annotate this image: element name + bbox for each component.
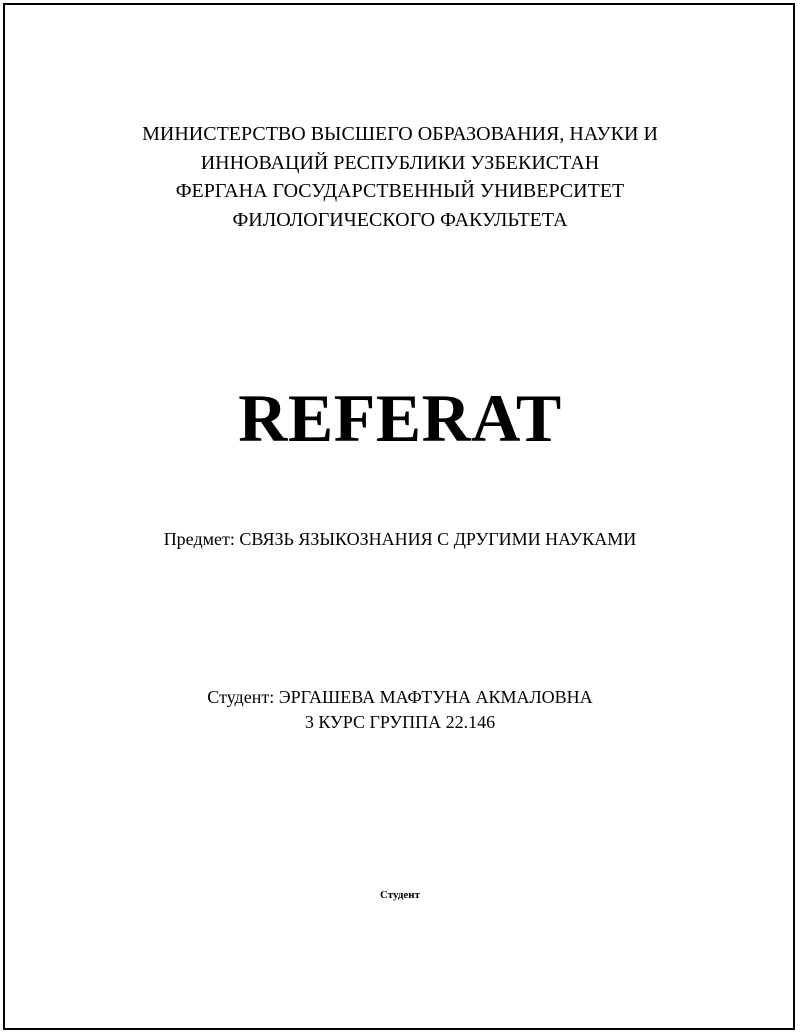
header-line-republic: ИННОВАЦИЙ РЕСПУБЛИКИ УЗБЕКИСТАН [200,151,600,174]
subject-line [0,526,800,552]
header-line-university: ФЕРГАНА ГОСУДАРСТВЕННЫЙ УНИВЕРСИТЕТ [175,180,625,202]
student-info [0,685,800,735]
header-line-ministry: МИНИСТЕРСТВО ВЫСШЕГО ОБРАЗОВАНИЯ, НАУКИ И [142,123,658,145]
student-group: 3 КУРС ГРУППА 22.146 [304,712,496,732]
document-title: REFERAT [238,380,562,456]
subject-label: Предмет: [163,529,235,549]
header-line-faculty: ФИЛОЛОГИЧЕСКОГО ФАКУЛЬТЕТА [232,208,568,231]
student-name-line [0,685,800,710]
subject-value: СВЯЗЬ ЯЗЫКОЗНАНИЯ С ДРУГИМИ НАУКАМИ [239,529,637,549]
footer-label: Студент [379,889,421,901]
student-label: Студент: [207,687,275,707]
student-name: ЭРГАШЕВА МАФТУНА АКМАЛОВНА [278,687,593,707]
institution-header [0,120,800,234]
